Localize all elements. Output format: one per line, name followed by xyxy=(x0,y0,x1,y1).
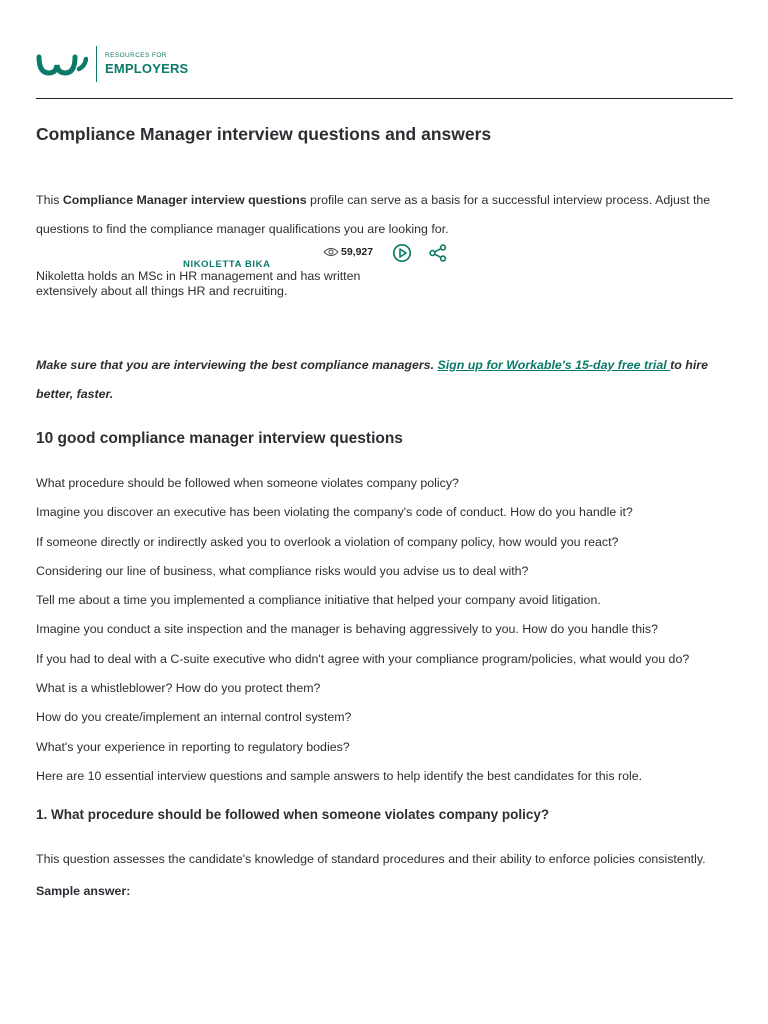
list-item: What procedure should be followed when someone violates company policy? xyxy=(36,476,459,490)
list-item: Here are 10 essential interview questions and sample answers to help identify the best candidates for this role. xyxy=(36,768,643,783)
brand-big-text: EMPLOYERS xyxy=(105,61,189,77)
brand-text[interactable] xyxy=(105,53,188,76)
question-1-heading: 1. What procedure should be followed when someone violates company policy? xyxy=(36,807,550,823)
page-title: Compliance Manager interview questions and answers xyxy=(36,124,492,144)
view-count xyxy=(323,246,373,258)
list-item: Imagine you conduct a site inspection and the manager is behaving aggressively to you. How do you handle this? xyxy=(36,622,658,637)
section-heading: 10 good compliance manager interview questions xyxy=(36,430,403,447)
list-item: Tell me about a time you implemented a compliance initiative that helped your company avoid litigation. xyxy=(36,593,601,608)
cta-suffix: to hire better, faster. xyxy=(36,358,709,401)
view-count-value: 59,927 xyxy=(341,246,374,258)
list-item: If you had to deal with a C-suite executive who didn't agree with your compliance program/policies, what would you do? xyxy=(36,651,690,666)
header-divider xyxy=(36,98,733,99)
list-item: If someone directly or indirectly asked you to overlook a violation of company policy, how would you react? xyxy=(36,534,619,549)
eye-icon xyxy=(323,247,339,257)
article xyxy=(36,122,736,898)
intro-suffix: profile can serve as a basis for a successful interview process. Adjust the questions to find the compliance manager qualifications you are looking for. xyxy=(36,193,711,236)
play-icon[interactable] xyxy=(392,243,412,263)
intro-bold: Compliance Manager interview questions xyxy=(62,193,307,207)
free-trial-link[interactable]: Sign up for Workable's 15-day free trial xyxy=(437,358,671,372)
intro-paragraph xyxy=(36,186,736,244)
question-list xyxy=(36,469,736,791)
brand-small-text: RESOURCES FOR xyxy=(105,51,167,59)
author-bio: Nikoletta holds an MSc in HR management and has written extensively about all things HR and recruiting. xyxy=(36,269,361,298)
list-item: What's your experience in reporting to regulatory bodies? xyxy=(36,739,350,754)
cta-paragraph xyxy=(36,351,736,409)
sample-answer-label: Sample answer: xyxy=(36,884,131,899)
cta-prefix: Make sure that you are interviewing the best compliance managers. xyxy=(36,358,438,372)
site-header xyxy=(36,46,188,82)
list-item: What is a whistleblower? How do you protect them? xyxy=(36,681,321,696)
author-name[interactable]: NIKOLETTA BIKA xyxy=(183,259,271,270)
list-item: Imagine you discover an executive has been violating the company's code of conduct. How do you handle it? xyxy=(36,505,633,520)
share-icon[interactable] xyxy=(428,243,448,263)
list-item: How do you create/implement an internal control system? xyxy=(36,710,352,725)
list-item: Considering our line of business, what compliance risks would you advise us to deal with? xyxy=(36,563,529,578)
article-meta xyxy=(36,242,736,278)
question-1-assessment: This question assesses the candidate's knowledge of standard procedures and their ability to enforce policies consistently. xyxy=(36,852,706,867)
intro-prefix: This xyxy=(36,193,63,207)
workable-logo-icon[interactable] xyxy=(36,49,88,79)
logo-divider xyxy=(96,46,97,82)
